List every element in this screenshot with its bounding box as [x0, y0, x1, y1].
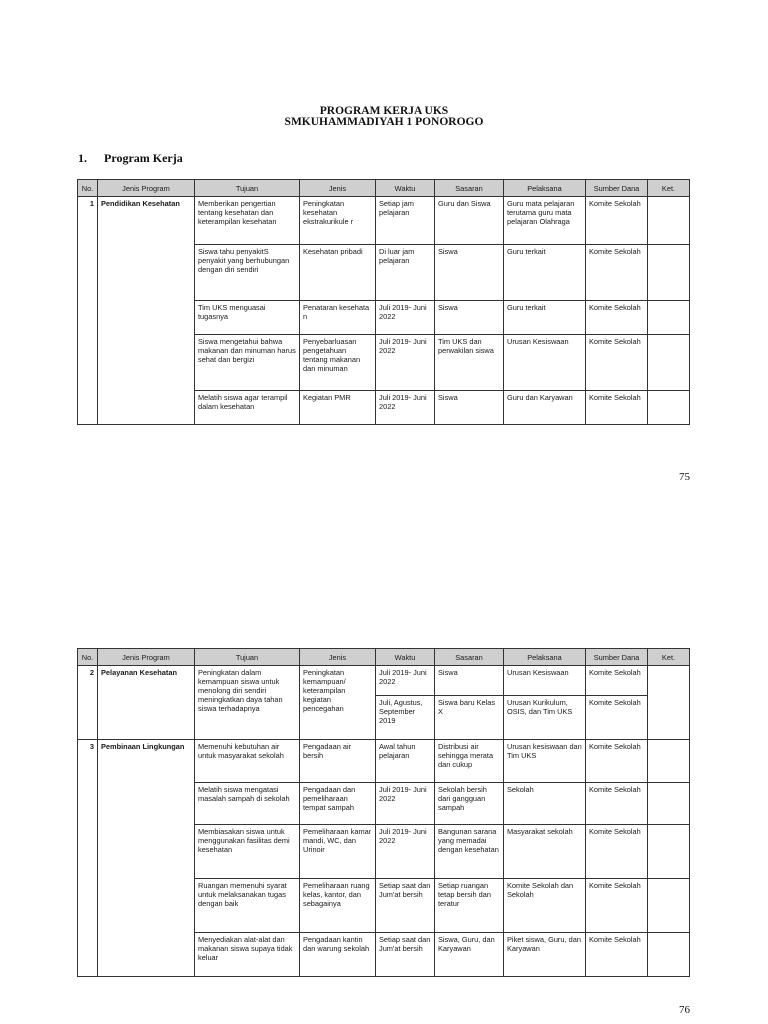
header-jenis: Jenis [300, 649, 376, 666]
table-row [78, 197, 690, 245]
tujuan-cell: Melatih siswa agar terampil dalam kesehatan [195, 391, 300, 425]
ket-cell [648, 245, 690, 301]
pelaksana-cell: Urusan kesiswaan dan Tim UKS [504, 740, 586, 783]
header-waktu: Waktu [376, 649, 435, 666]
waktu-cell: Di luar jam pelajaran [376, 245, 435, 301]
tujuan-cell: Ruangan memenuhi syarat untuk melaksanakan tugas dengan baik [195, 879, 300, 933]
sasaran-cell: Sekolah bersih dari gangguan sampah [435, 783, 504, 825]
table-row [78, 666, 690, 696]
jenis-cell: Pemeliharaan kamar mandi, WC, dan Urinoir [300, 825, 376, 879]
sumber-dana-cell: Komite Sekolah [586, 245, 648, 301]
tujuan-cell: Peningkatan dalam kemampuan siswa untuk menolong diri sendiri meningkatkan daya tahan siswa terhadapnya [195, 666, 300, 740]
ket-cell [648, 335, 690, 391]
header-waktu: Waktu [376, 180, 435, 197]
waktu-cell: Juli, Agustus, September 2019 [376, 696, 435, 740]
header-sasaran: Sasaran [435, 649, 504, 666]
jenis-cell: Penyebarluasan pengetahuan tentang makanan dan minuman [300, 335, 376, 391]
sasaran-cell: Siswa [435, 666, 504, 696]
tujuan-cell: Menyediakan alat-alat dan makanan siswa supaya tidak keluar [195, 933, 300, 977]
pelaksana-cell: Piket siswa, Guru, dan Karyawan [504, 933, 586, 977]
ket-cell [648, 783, 690, 825]
jenis-cell: Kesehatan pribadi [300, 245, 376, 301]
jenis-program-cell: Pembinaan Lingkungan [98, 740, 195, 977]
waktu-cell: Setiap saat dan Jum'at bersih [376, 879, 435, 933]
ket-cell [648, 879, 690, 933]
tujuan-cell: Tim UKS menguasai tugasnya [195, 301, 300, 335]
tujuan-cell: Memenuhi kebutuhan air untuk masyarakat sekolah [195, 740, 300, 783]
header-tujuan: Tujuan [195, 180, 300, 197]
sumber-dana-cell: Komite Sekolah [586, 879, 648, 933]
waktu-cell: Juli 2019- Juni 2022 [376, 301, 435, 335]
header-ket: Ket. [648, 180, 690, 197]
jenis-cell: Pengadaan dan pemeliharaan tempat sampah [300, 783, 376, 825]
sumber-dana-cell: Komite Sekolah [586, 740, 648, 783]
program-table-page-76 [77, 648, 690, 977]
row-number: 3 [78, 740, 98, 977]
jenis-program-cell: Pelayanan Kesehatan [98, 666, 195, 740]
sumber-dana-cell: Komite Sekolah [586, 825, 648, 879]
header-no: No. [78, 180, 98, 197]
header-pelaksana: Pelaksana [504, 649, 586, 666]
table-header-row [78, 649, 690, 666]
ket-cell [648, 197, 690, 245]
sumber-dana-cell: Komite Sekolah [586, 335, 648, 391]
pelaksana-cell: Urusan Kesiswaan [504, 666, 586, 696]
sasaran-cell: Distribusi air sehingga merata dan cukup [435, 740, 504, 783]
page-number: 76 [679, 1004, 690, 1016]
sasaran-cell: Tim UKS dan perwakilan siswa [435, 335, 504, 391]
ket-cell [648, 825, 690, 879]
jenis-cell: Kegiatan PMR [300, 391, 376, 425]
row-number: 1 [78, 197, 98, 425]
ket-cell [648, 666, 690, 740]
sumber-dana-cell: Komite Sekolah [586, 666, 648, 696]
ket-cell [648, 740, 690, 783]
sasaran-cell: Guru dan Siswa [435, 197, 504, 245]
pelaksana-cell: Urusan Kesiswaan [504, 335, 586, 391]
tujuan-cell: Siswa tahu penyakitS penyakit yang berhubungan dengan diri sendiri [195, 245, 300, 301]
pelaksana-cell: Guru mata pelajaran terutama guru mata pelajaran Olahraga [504, 197, 586, 245]
waktu-cell: Juli 2019- Juni 2022 [376, 335, 435, 391]
pelaksana-cell: Sekolah [504, 783, 586, 825]
header-sumber-dana: Sumber Dana [586, 180, 648, 197]
sasaran-cell: Siswa [435, 391, 504, 425]
header-sumber-dana: Sumber Dana [586, 649, 648, 666]
jenis-cell: Pengadaan kantin dan warung sekolah [300, 933, 376, 977]
header-jenis-program: Jenis Program [98, 649, 195, 666]
row-number: 2 [78, 666, 98, 740]
header-jenis-program: Jenis Program [98, 180, 195, 197]
jenis-program-cell: Pendidikan Kesehatan [98, 197, 195, 425]
sumber-dana-cell: Komite Sekolah [586, 933, 648, 977]
waktu-cell: Awal tahun pelajaran [376, 740, 435, 783]
jenis-cell: Pengadaan air bersih [300, 740, 376, 783]
tujuan-cell: Siswa mengetahui bahwa makanan dan minuman harus sehat dan bergizi [195, 335, 300, 391]
header-sasaran: Sasaran [435, 180, 504, 197]
ket-cell [648, 301, 690, 335]
sasaran-cell: Bangunan sarana yang memadai dengan kesehatan [435, 825, 504, 879]
section-title: Program Kerja [104, 151, 183, 165]
page-number: 75 [679, 471, 690, 483]
sumber-dana-cell: Komite Sekolah [586, 391, 648, 425]
sasaran-cell: Siswa, Guru, dan Karyawan [435, 933, 504, 977]
program-table-page-75 [77, 179, 690, 425]
pelaksana-cell: Komite Sekolah dan Sekolah [504, 879, 586, 933]
pelaksana-cell: Urusan Kurikulum, OSIS, dan Tim UKS [504, 696, 586, 740]
tujuan-cell: Memberikan pengertian tentang kesehatan dan keterampilan kesehatan [195, 197, 300, 245]
header-pelaksana: Pelaksana [504, 180, 586, 197]
ket-cell [648, 933, 690, 977]
sumber-dana-cell: Komite Sekolah [586, 197, 648, 245]
waktu-cell: Setiap jam pelajaran [376, 197, 435, 245]
header-no: No. [78, 649, 98, 666]
pelaksana-cell: Masyarakat sekolah [504, 825, 586, 879]
section-number: 1. [78, 151, 87, 165]
school-name: SMKUHAMMADIYAH 1 PONOROGO [284, 116, 484, 128]
sumber-dana-cell: Komite Sekolah [586, 783, 648, 825]
sumber-dana-cell: Komite Sekolah [586, 696, 648, 740]
header-jenis: Jenis [300, 180, 376, 197]
tujuan-cell: Melatih siswa mengatasi masalah sampah di sekolah [195, 783, 300, 825]
section-heading [78, 151, 183, 166]
header-tujuan: Tujuan [195, 649, 300, 666]
document-title: PROGRAM KERJA UKS [319, 105, 449, 117]
jenis-cell: Peningkatan kesehatan ekstrakurikule r [300, 197, 376, 245]
waktu-cell: Setiap saat dan Jum'at bersih [376, 933, 435, 977]
pelaksana-cell: Guru dan Karyawan [504, 391, 586, 425]
table-row [78, 740, 690, 783]
waktu-cell: Juli 2019- Juni 2022 [376, 783, 435, 825]
waktu-cell: Juli 2019- Juni 2022 [376, 666, 435, 696]
jenis-cell: Pemeliharaan ruang kelas, kantor, dan sebagainya [300, 879, 376, 933]
sasaran-cell: Siswa baru Kelas X [435, 696, 504, 740]
header-ket: Ket. [648, 649, 690, 666]
sasaran-cell: Siswa [435, 301, 504, 335]
table-header-row [78, 180, 690, 197]
pelaksana-cell: Guru terkait [504, 245, 586, 301]
waktu-cell: Juli 2019- Juni 2022 [376, 825, 435, 879]
tujuan-cell: Membiasakan siswa untuk menggunakan fasilitas demi kesehatan [195, 825, 300, 879]
sasaran-cell: Siswa [435, 245, 504, 301]
sasaran-cell: Setiap ruangan tetap bersih dan teratur [435, 879, 504, 933]
pelaksana-cell: Guru terkait [504, 301, 586, 335]
waktu-cell: Juli 2019- Juni 2022 [376, 391, 435, 425]
jenis-cell: Peningkatan kemampuan/ keterampilan kegiatan pencegahan [300, 666, 376, 740]
ket-cell [648, 391, 690, 425]
sumber-dana-cell: Komite Sekolah [586, 301, 648, 335]
jenis-cell: Penataran kesehata n [300, 301, 376, 335]
